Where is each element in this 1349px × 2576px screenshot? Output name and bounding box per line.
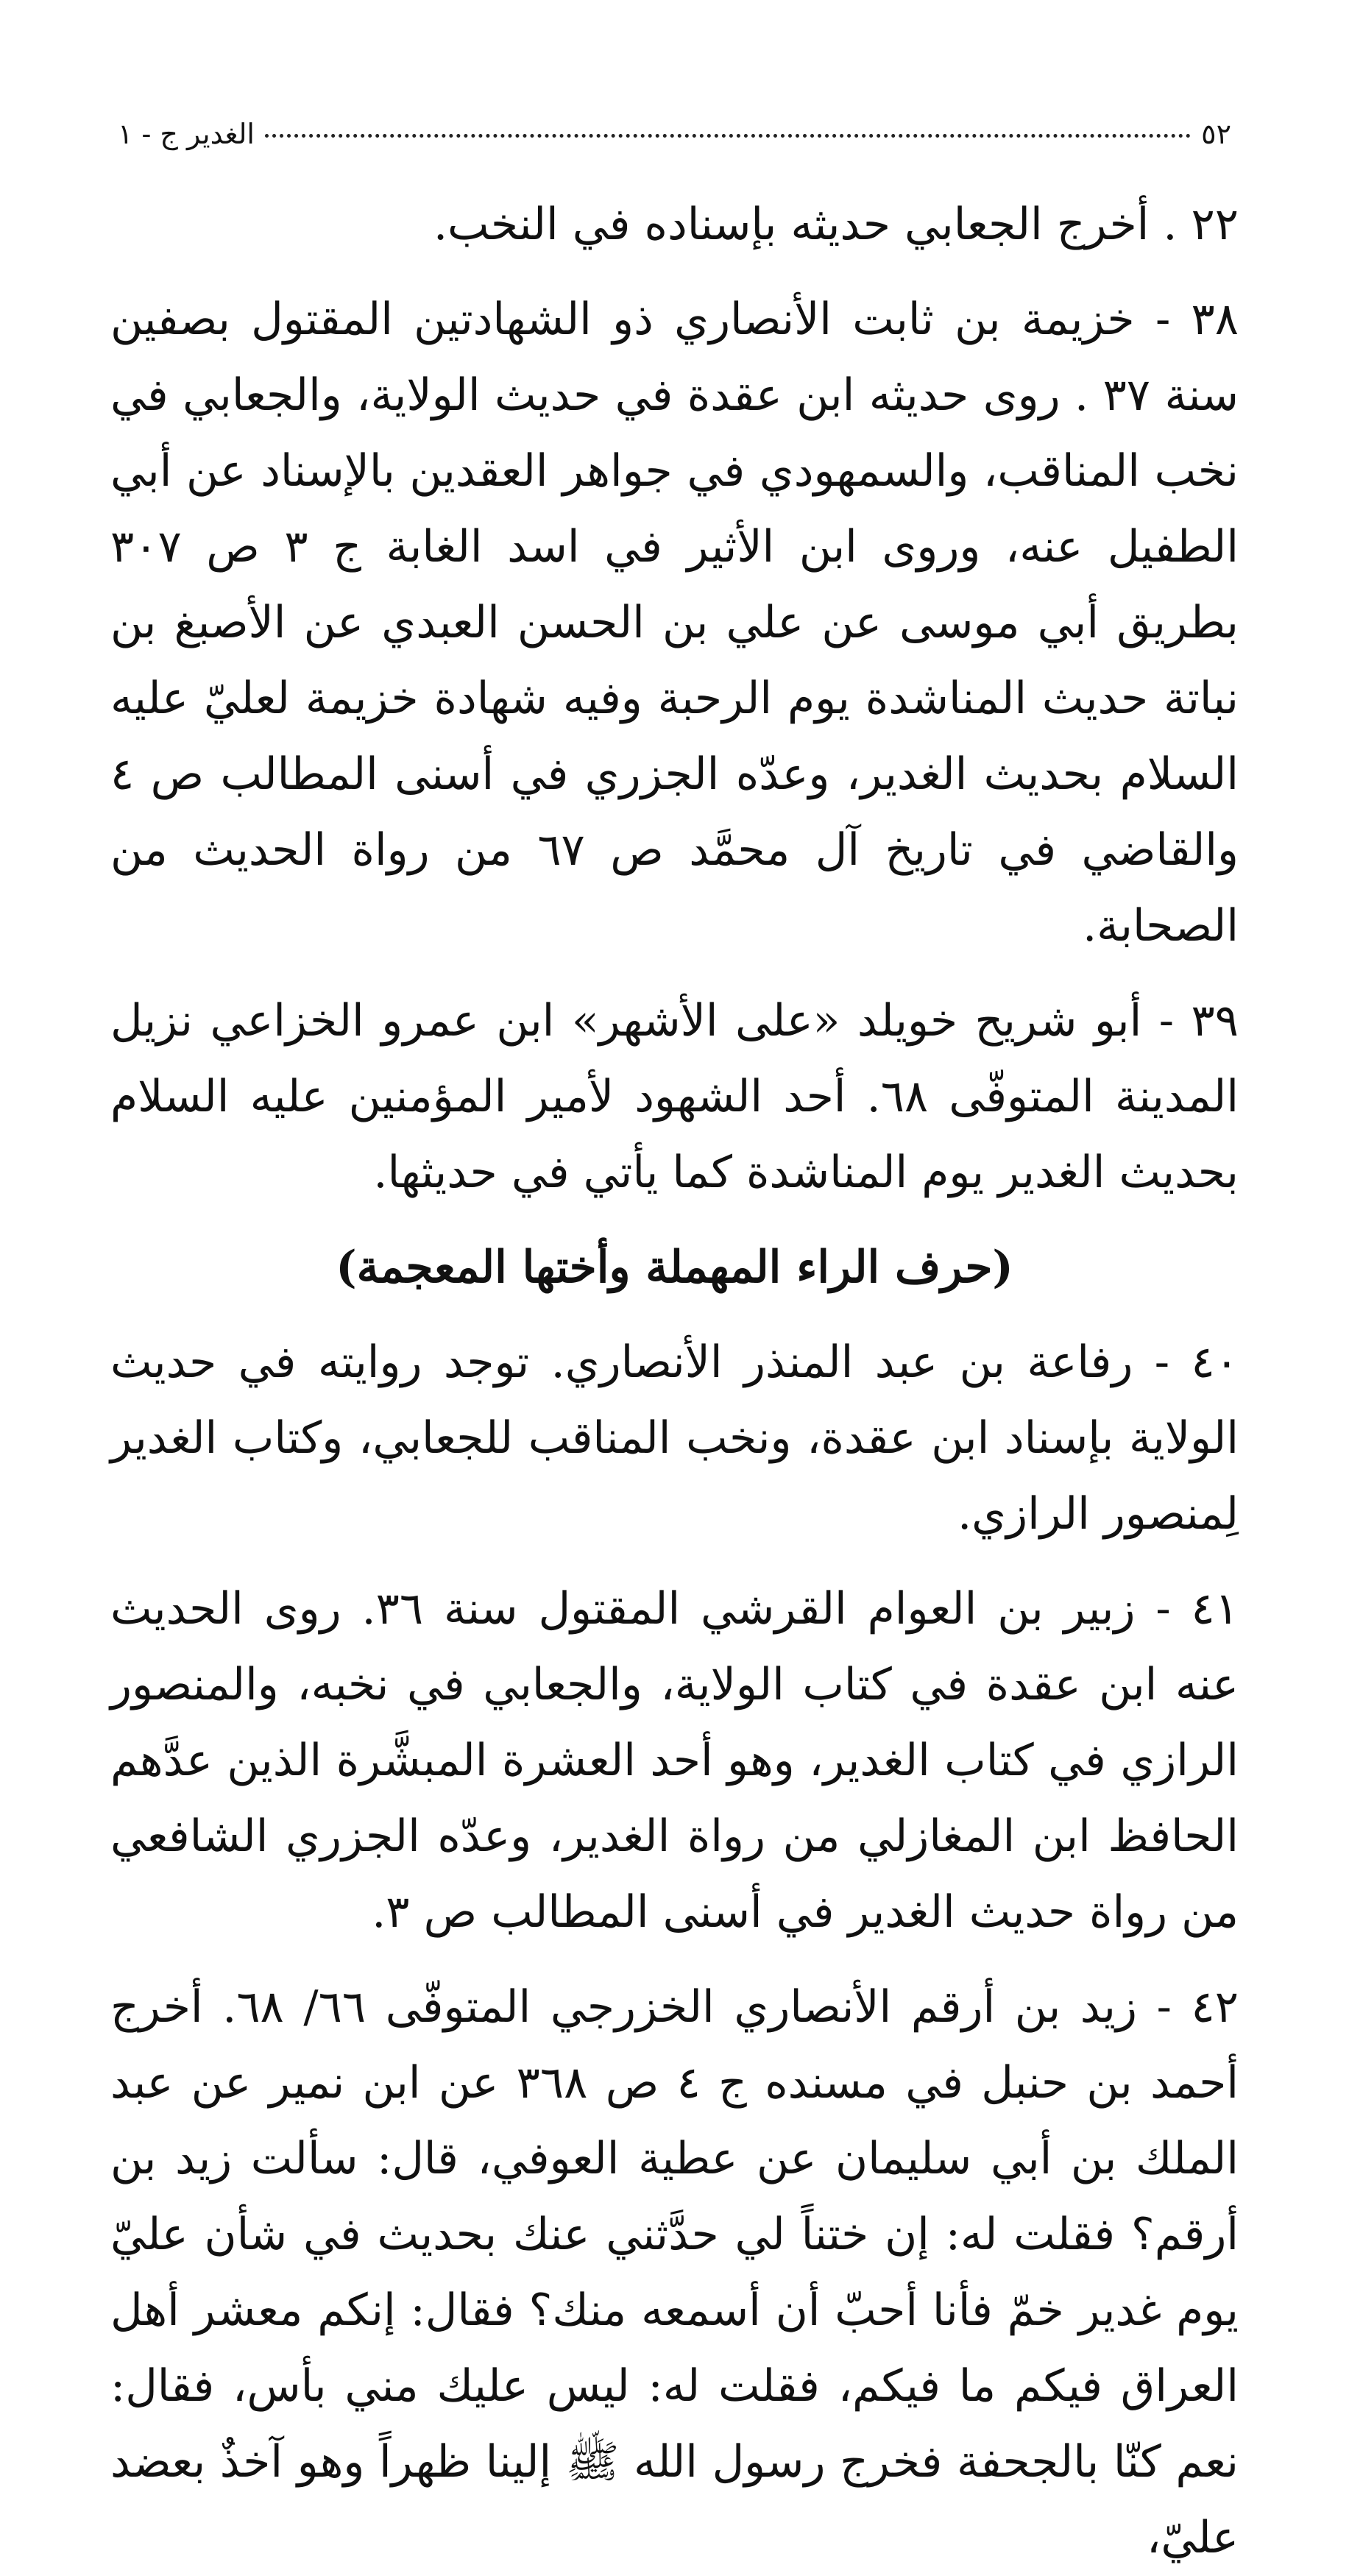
header-dot-leader: [265, 134, 1191, 138]
running-header: [118, 118, 1231, 150]
paragraph-40: ٤٠ - رفاعة بن عبد المنذر الأنصاري. توجد روايته في حديث الولاية بإسناد ابن عقدة، ونخب المناقب للجعابي، وكتاب الغدير لِمنصور الرازي.: [110, 1337, 1239, 1540]
paragraph-42: ٤٢ - زيد بن أرقم الأنصاري الخزرجي المتوفّى ٦٦/ ٦٨. أخرج أحمد بن حنبل في مسنده ج ٤ ص ٣٦٨ عن ابن نمير عن عبد الملك بن أبي سليمان عن عطية العوفي، قال: سألت زيد بن أرقم؟ فقلت له: إن ختناً لي حدَّثني عنك بحديث في شأن عليّ يوم غدير خمّ فأنا أحبّ أن أسمعه منك؟ فقال: إنكم معشر أهل العراق فيكم ما فيكم، فقلت له: ليس عليك مني بأس، فقال: نعم كنّا بالجحفة فخرج رسول الله ﷺ إلينا ظهراً وهو آخذٌ بعضد عليّ،: [110, 1981, 1239, 2563]
page-body: [110, 187, 1239, 2576]
running-title: الغدير ج - ١: [118, 118, 255, 150]
paragraph-22: ٢٢ . أخرج الجعابي حديثه بإسناده في النخب.: [433, 199, 1239, 250]
section-title: (حرف الراء المهملة وأختها المعجمة): [336, 1242, 1013, 1293]
paragraph-38: ٣٨ - خزيمة بن ثابت الأنصاري ذو الشهادتين المقتول بصفين سنة ٣٧ . روى حديثه ابن عقدة في حديث الولاية، والجعابي في نخب المناقب، والسمهودي في جواهر العقدين بالإسناد عن أبي الطفيل عنه، وروى ابن الأثير في اسد الغابة ج ٣ ص ٣٠٧ بطريق أبي موسى عن علي بن الحسن العبدي عن الأصبغ بن نباتة حديث المناشدة يوم الرحبة وفيه شهادة خزيمة لعليّ عليه السلام بحديث الغدير، وعدّه الجزري في أسنى المطالب ص ٤ والقاضي في تاريخ آل محمَّد ص ٦٧ من رواة الحديث من الصحابة.: [110, 294, 1239, 952]
paragraph-39: ٣٩ - أبو شريح خويلد «على الأشهر» ابن عمرو الخزاعي نزيل المدينة المتوفّى ٦٨. أحد الشهود لأمير المؤمنين عليه السلام بحديث الغدير يوم المناشدة كما يأتي في حديثها.: [110, 995, 1239, 1198]
paragraph-41: ٤١ - زبير بن العوام القرشي المقتول سنة ٣٦. روى الحديث عنه ابن عقدة في كتاب الولاية، والجعابي في نخبه، والمنصور الرازي في كتاب الغدير، وهو أحد العشرة المبشَّرة الذين عدَّهم الحافظ ابن المغازلي من رواة الغدير، وعدّه الجزري الشافعي من رواة حديث الغدير في أسنى المطالب ص ٣.: [110, 1583, 1239, 1938]
page-number: ٥٢: [1201, 118, 1231, 150]
